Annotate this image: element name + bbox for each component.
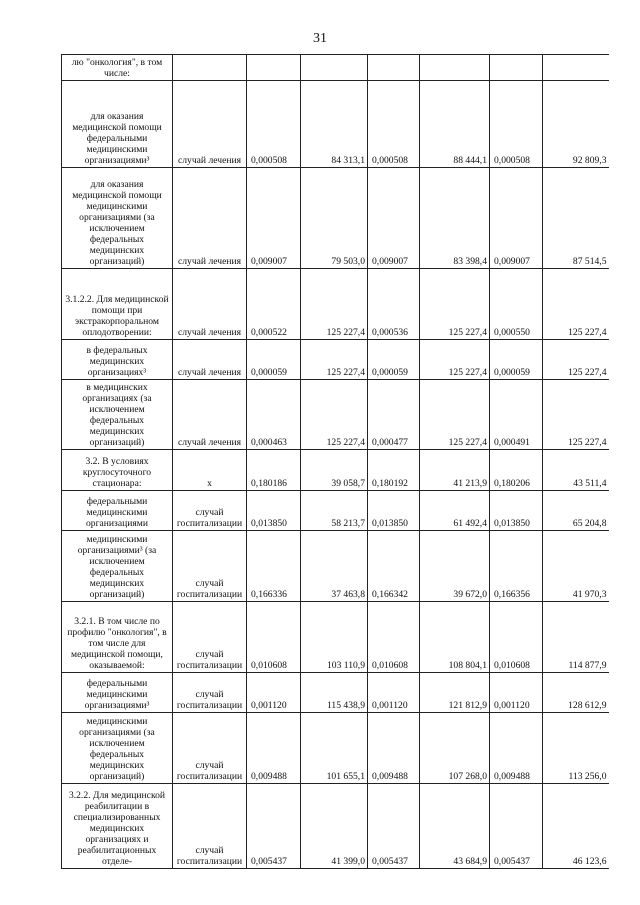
cost-cell: 115 438,9 <box>301 673 368 713</box>
table-row <box>62 81 609 168</box>
cost-cell: 41 970,3 <box>543 531 609 602</box>
volume-cell: 0,005437 <box>247 784 301 869</box>
table-row <box>62 450 609 491</box>
cost-cell: 65 204,8 <box>543 491 609 531</box>
cost-cell: 125 227,4 <box>543 340 609 380</box>
table-row <box>62 602 609 673</box>
volume-cell: 0,005437 <box>368 784 420 869</box>
row-name-cell: 3.2.2. Для медицинской реабилитации в специализированных медицинских организациях и реабилитационных отделе- <box>62 784 173 869</box>
cost-cell: 125 227,4 <box>301 269 368 340</box>
cost-cell: 113 256,0 <box>543 713 609 784</box>
volume-cell: 0,010608 <box>368 602 420 673</box>
volume-cell: 0,166336 <box>247 531 301 602</box>
volume-cell: 0,000522 <box>247 269 301 340</box>
cost-cell: 125 227,4 <box>420 340 490 380</box>
volume-cell: 0,010608 <box>490 602 543 673</box>
row-unit-cell: случай госпитализации <box>173 531 247 602</box>
row-name-cell: 3.2. В условиях круглосуточного стационара: <box>62 450 173 491</box>
cost-cell: 121 812,9 <box>420 673 490 713</box>
row-unit-cell: случай лечения <box>173 269 247 340</box>
row-unit-cell: случай лечения <box>173 380 247 450</box>
table-row <box>62 55 609 81</box>
volume-cell: 0,000508 <box>247 81 301 168</box>
volume-cell: 0,180186 <box>247 450 301 491</box>
cost-cell: 79 503,0 <box>301 168 368 269</box>
table-row <box>62 531 609 602</box>
table-row <box>62 168 609 269</box>
row-name-cell: для оказания медицинской помощи федеральными медицинскими организациями³ <box>62 81 173 168</box>
table-row <box>62 380 609 450</box>
cost-cell: 128 612,9 <box>543 673 609 713</box>
volume-cell: 0,009488 <box>490 713 543 784</box>
volume-cell: 0,000059 <box>247 340 301 380</box>
cost-cell: 41 213,9 <box>420 450 490 491</box>
volume-cell: 0,000550 <box>490 269 543 340</box>
volume-cell <box>247 55 301 81</box>
cost-cell: 46 123,6 <box>543 784 609 869</box>
row-name-cell: для оказания медицинской помощи медицинскими организациями (за исключением федеральных медицинских организаций) <box>62 168 173 269</box>
row-unit-cell <box>173 55 247 81</box>
volume-cell: 0,009007 <box>247 168 301 269</box>
volume-cell <box>490 55 543 81</box>
row-unit-cell: случай госпитализации <box>173 784 247 869</box>
cost-cell: 125 227,4 <box>301 380 368 450</box>
row-name-cell: 3.2.1. В том числе по профилю "онкология", в том числе для медицинской помощи, оказываемой: <box>62 602 173 673</box>
cost-cell: 114 877,9 <box>543 602 609 673</box>
row-name-cell: федеральными медицинскими организациями <box>62 491 173 531</box>
table-row <box>62 340 609 380</box>
cost-cell: 58 213,7 <box>301 491 368 531</box>
row-unit-cell: случай лечения <box>173 340 247 380</box>
volume-cell: 0,000477 <box>368 380 420 450</box>
table-row <box>62 784 609 869</box>
row-name-cell: лю "онкология", в том числе: <box>62 55 173 81</box>
volume-cell: 0,009007 <box>490 168 543 269</box>
cost-cell: 43 511,4 <box>543 450 609 491</box>
volume-cell: 0,001120 <box>368 673 420 713</box>
row-unit-cell: случай госпитализации <box>173 602 247 673</box>
row-unit-cell: случай лечения <box>173 168 247 269</box>
volume-cell: 0,013850 <box>247 491 301 531</box>
cost-cell: 108 804,1 <box>420 602 490 673</box>
cost-cell: 125 227,4 <box>420 269 490 340</box>
volume-cell: 0,009488 <box>368 713 420 784</box>
volume-cell: 0,000508 <box>368 81 420 168</box>
cost-cell: 125 227,4 <box>543 269 609 340</box>
row-name-cell: медицинскими организациями (за исключением федеральных медицинских организаций) <box>62 713 173 784</box>
table-row <box>62 491 609 531</box>
volume-cell: 0,013850 <box>368 491 420 531</box>
volume-cell: 0,000059 <box>368 340 420 380</box>
volume-cell: 0,001120 <box>490 673 543 713</box>
volume-cell: 0,013850 <box>490 491 543 531</box>
volume-cell: 0,000463 <box>247 380 301 450</box>
volume-cell: 0,000536 <box>368 269 420 340</box>
cost-cell: 125 227,4 <box>420 380 490 450</box>
volume-cell: 0,001120 <box>247 673 301 713</box>
table-row <box>62 269 609 340</box>
cost-cell: 39 672,0 <box>420 531 490 602</box>
volume-cell: 0,000059 <box>490 340 543 380</box>
cost-cell: 37 463,8 <box>301 531 368 602</box>
row-unit-cell: случай госпитализации <box>173 491 247 531</box>
volume-cell: 0,166342 <box>368 531 420 602</box>
cost-cell: 39 058,7 <box>301 450 368 491</box>
cost-cell: 43 684,9 <box>420 784 490 869</box>
row-name-cell: 3.1.2.2. Для медицинской помощи при экстракорпоральном оплодотворении: <box>62 269 173 340</box>
volume-cell: 0,010608 <box>247 602 301 673</box>
cost-cell: 101 655,1 <box>301 713 368 784</box>
cost-cell: 125 227,4 <box>543 380 609 450</box>
row-unit-cell: случай госпитализации <box>173 713 247 784</box>
cost-cell: 88 444,1 <box>420 81 490 168</box>
cost-cell: 87 514,5 <box>543 168 609 269</box>
cost-cell <box>420 55 490 81</box>
row-name-cell: в медицинских организациях (за исключением федеральных медицинских организаций) <box>62 380 173 450</box>
table-row <box>62 713 609 784</box>
cost-cell: 103 110,9 <box>301 602 368 673</box>
page-number: 31 <box>313 31 327 46</box>
cost-cell: 92 809,3 <box>543 81 609 168</box>
row-name-cell: федеральными медицинскими организациями³ <box>62 673 173 713</box>
cost-cell <box>301 55 368 81</box>
volume-cell: 0,180192 <box>368 450 420 491</box>
volume-cell: 0,180206 <box>490 450 543 491</box>
cost-cell: 84 313,1 <box>301 81 368 168</box>
cost-cell: 125 227,4 <box>301 340 368 380</box>
volume-cell: 0,005437 <box>490 784 543 869</box>
row-unit-cell: случай лечения <box>173 81 247 168</box>
tariff-table <box>61 54 609 869</box>
volume-cell: 0,166356 <box>490 531 543 602</box>
cost-cell: 61 492,4 <box>420 491 490 531</box>
volume-cell: 0,009007 <box>368 168 420 269</box>
row-unit-cell: x <box>173 450 247 491</box>
table-row <box>62 673 609 713</box>
volume-cell: 0,009488 <box>247 713 301 784</box>
cost-cell: 41 399,0 <box>301 784 368 869</box>
cost-cell: 107 268,0 <box>420 713 490 784</box>
row-name-cell: медицинскими организациями³ (за исключением федеральных медицинских организаций) <box>62 531 173 602</box>
row-name-cell: в федеральных медицинских организациях³ <box>62 340 173 380</box>
cost-cell <box>543 55 609 81</box>
volume-cell: 0,000508 <box>490 81 543 168</box>
volume-cell: 0,000491 <box>490 380 543 450</box>
cost-cell: 83 398,4 <box>420 168 490 269</box>
row-unit-cell: случай госпитализации <box>173 673 247 713</box>
volume-cell <box>368 55 420 81</box>
